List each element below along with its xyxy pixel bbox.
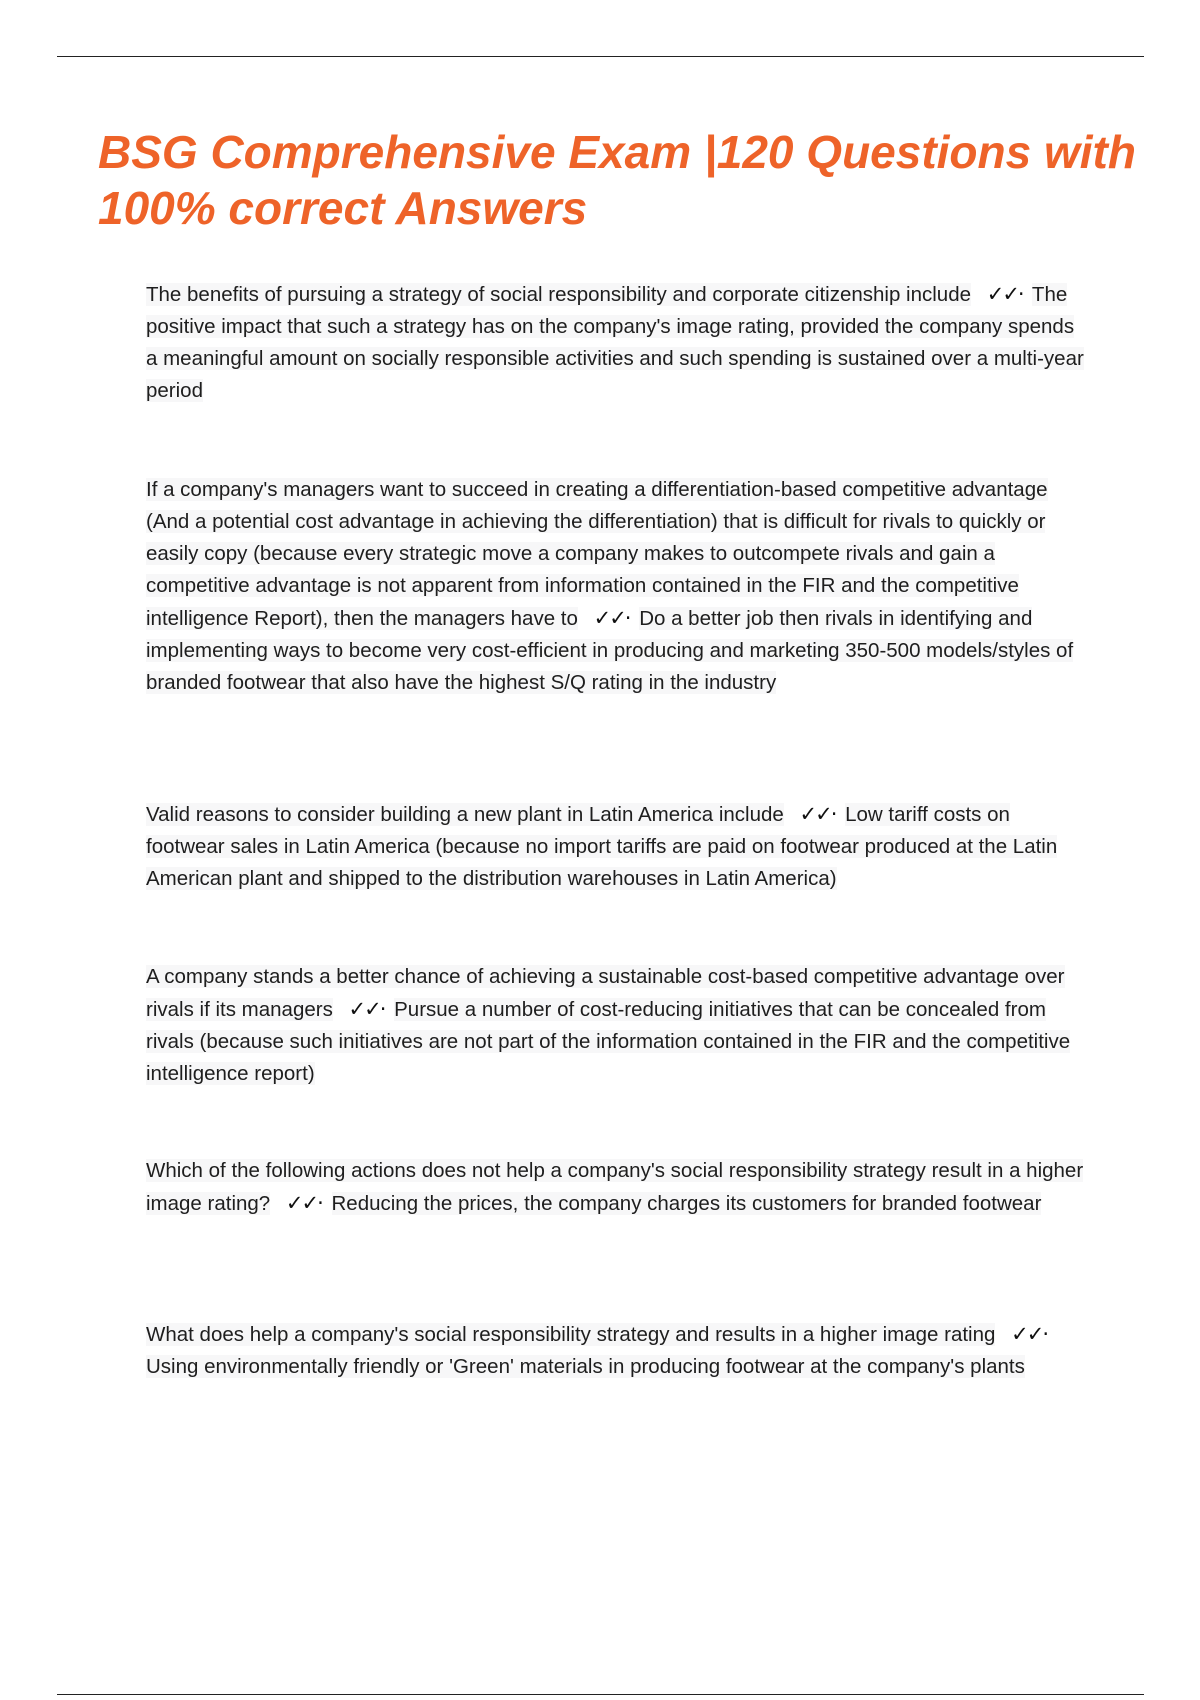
qa-item: [146, 1155, 1086, 1220]
qa-item: [146, 798, 1086, 895]
question-text: A company stands a better chance of achieving a sustainable cost-based competitive advantage over rivals if its managers: [146, 965, 1065, 1021]
double-checkmark-icon: ✓✓·: [593, 606, 630, 630]
question-text: What does help a company's social responsibility strategy and results in a higher image rating: [146, 1323, 996, 1346]
answer-text: Reducing the prices, the company charges its customers for branded footwear: [331, 1192, 1042, 1215]
answer-text: Pursue a number of cost-reducing initiatives that can be concealed from rivals (because such initiatives are not part of the information contained in the FIR and the competitive intelligence report): [146, 998, 1071, 1085]
answer-text: Do a better job then rivals in identifying and implementing ways to become very cost-efficient in producing and marketing 350-500 models/styles of branded footwear that also have the highest S/Q rating in the industry: [146, 607, 1074, 694]
answer-text: The positive impact that such a strategy has on the company's image rating, provided the company spends a meaningful amount on socially responsible activities and such spending is sustained over a multi-year period: [146, 283, 1084, 402]
qa-item: [146, 961, 1086, 1090]
question-text: If a company's managers want to succeed in creating a differentiation-based competitive advantage (And a potential cost advantage in achieving the differentiation) that is difficult for rivals to quickly or easily copy (because every strategic move a company makes to outcompete rivals and gain a competitive advantage is not apparent from information contained in the FIR and the competitive intelligence Report), then the managers have to: [146, 478, 1048, 630]
question-text: Which of the following actions does not help a company's social responsibility strategy result in a higher image rating?: [146, 1159, 1084, 1215]
double-checkmark-icon: ✓✓·: [285, 1191, 322, 1215]
qa-item: [146, 474, 1086, 699]
double-checkmark-icon: ✓✓·: [799, 802, 836, 826]
question-text: Valid reasons to consider building a new plant in Latin America include: [146, 803, 784, 826]
answer-text: Low tariff costs on footwear sales in Latin America (because no import tariffs are paid on footwear produced at the Latin American plant and shipped to the distribution warehouses in Latin America): [146, 803, 1058, 890]
question-text: The benefits of pursuing a strategy of social responsibility and corporate citizenship include: [146, 283, 972, 306]
document-title: BSG Comprehensive Exam |120 Questions with 100% correct Answers: [98, 126, 1136, 234]
qa-item: [146, 1318, 1086, 1383]
answer-text: Using environmentally friendly or 'Green' materials in producing footwear at the company's plants: [146, 1355, 1025, 1378]
double-checkmark-icon: ✓✓·: [986, 282, 1023, 306]
qa-item: [146, 278, 1086, 407]
double-checkmark-icon: ✓✓·: [348, 997, 385, 1021]
header-rule: [57, 56, 1144, 57]
footer-rule: [57, 1694, 1144, 1695]
double-checkmark-icon: ✓✓·: [1011, 1322, 1047, 1346]
